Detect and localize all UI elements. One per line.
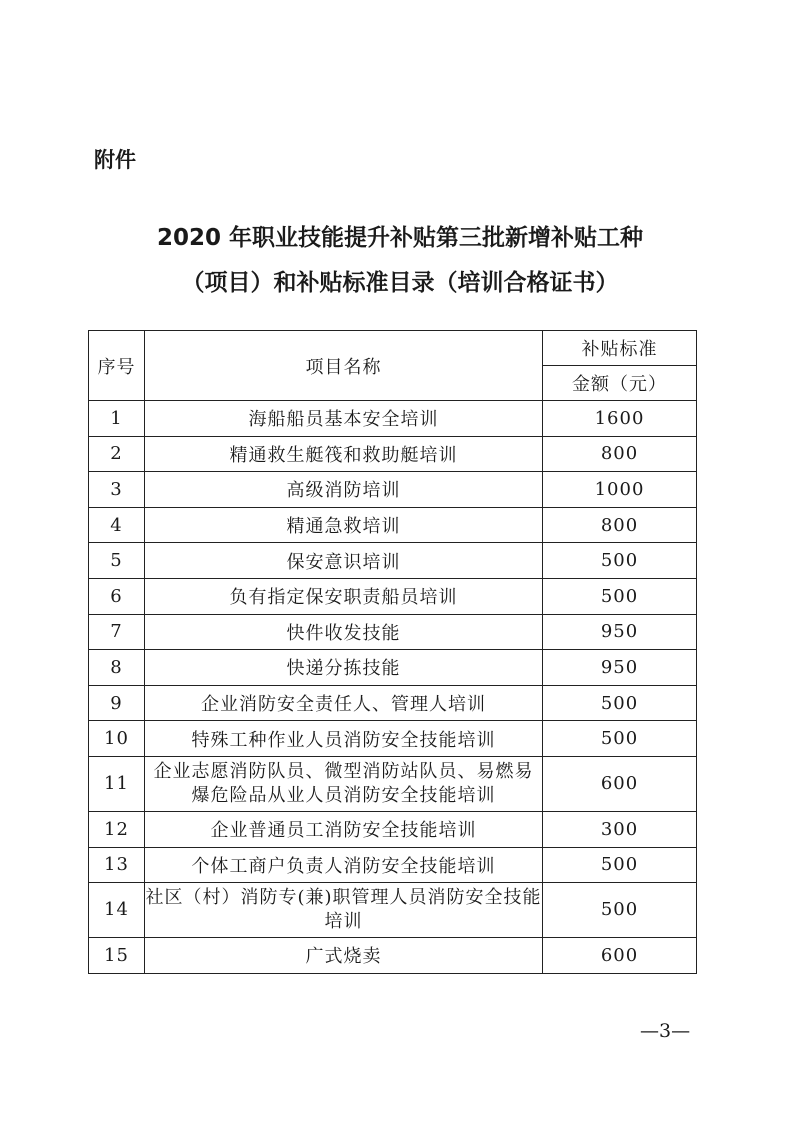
cell-amount: 1600: [543, 401, 697, 437]
cell-amount: 1000: [543, 472, 697, 508]
document-title: [0, 216, 800, 306]
page-number: —3—: [640, 1020, 691, 1042]
table-row: [89, 472, 697, 508]
header-amount: 金额（元）: [543, 366, 697, 401]
header-index: 序号: [89, 331, 145, 401]
cell-index: 11: [89, 756, 145, 811]
cell-index: 15: [89, 938, 145, 974]
cell-name: 保安意识培训: [145, 543, 543, 579]
cell-name: 快件收发技能: [145, 614, 543, 650]
table-row: [89, 721, 697, 757]
cell-name: 企业消防安全责任人、管理人培训: [145, 685, 543, 721]
cell-index: 14: [89, 883, 145, 938]
cell-name: 企业志愿消防队员、微型消防站队员、易燃易爆危险品从业人员消防安全技能培训: [145, 756, 543, 811]
cell-name: 广式烧卖: [145, 938, 543, 974]
table-row: [89, 756, 697, 811]
title-line-2: （项目）和补贴标准目录（培训合格证书）: [181, 270, 619, 296]
cell-name: 特殊工种作业人员消防安全技能培训: [145, 721, 543, 757]
table-header-row: [89, 331, 697, 366]
cell-index: 12: [89, 811, 145, 847]
header-name: 项目名称: [145, 331, 543, 401]
cell-index: 10: [89, 721, 145, 757]
attachment-label: 附件: [94, 148, 136, 172]
header-standard: 补贴标准: [543, 331, 697, 366]
table-row: [89, 578, 697, 614]
table-row: [89, 811, 697, 847]
cell-index: 7: [89, 614, 145, 650]
cell-name: 负有指定保安职责船员培训: [145, 578, 543, 614]
cell-amount: 500: [543, 543, 697, 579]
table-row: [89, 938, 697, 974]
cell-index: 13: [89, 847, 145, 883]
cell-index: 4: [89, 507, 145, 543]
cell-amount: 600: [543, 756, 697, 811]
table-row: [89, 436, 697, 472]
cell-amount: 800: [543, 507, 697, 543]
cell-index: 5: [89, 543, 145, 579]
cell-amount: 600: [543, 938, 697, 974]
cell-amount: 800: [543, 436, 697, 472]
cell-name: 个体工商户负责人消防安全技能培训: [145, 847, 543, 883]
cell-index: 3: [89, 472, 145, 508]
title-line-1: 2020 年职业技能提升补贴第三批新增补贴工种: [156, 225, 644, 251]
subsidy-table: [88, 330, 697, 974]
cell-index: 9: [89, 685, 145, 721]
cell-amount: 500: [543, 685, 697, 721]
cell-index: 6: [89, 578, 145, 614]
cell-amount: 950: [543, 614, 697, 650]
table-row: [89, 847, 697, 883]
cell-name: 高级消防培训: [145, 472, 543, 508]
cell-name: 海船船员基本安全培训: [145, 401, 543, 437]
cell-amount: 500: [543, 578, 697, 614]
cell-name: 企业普通员工消防安全技能培训: [145, 811, 543, 847]
cell-name: 社区（村）消防专(兼)职管理人员消防安全技能培训: [145, 883, 543, 938]
cell-amount: 500: [543, 847, 697, 883]
cell-index: 2: [89, 436, 145, 472]
cell-amount: 950: [543, 650, 697, 686]
table-row: [89, 650, 697, 686]
cell-amount: 500: [543, 883, 697, 938]
cell-amount: 300: [543, 811, 697, 847]
cell-amount: 500: [543, 721, 697, 757]
cell-index: 1: [89, 401, 145, 437]
table-row: [89, 614, 697, 650]
table-row: [89, 883, 697, 938]
table-row: [89, 507, 697, 543]
table-row: [89, 543, 697, 579]
table-row: [89, 401, 697, 437]
table-row: [89, 685, 697, 721]
cell-name: 快递分拣技能: [145, 650, 543, 686]
cell-index: 8: [89, 650, 145, 686]
cell-name: 精通急救培训: [145, 507, 543, 543]
cell-name: 精通救生艇筏和救助艇培训: [145, 436, 543, 472]
